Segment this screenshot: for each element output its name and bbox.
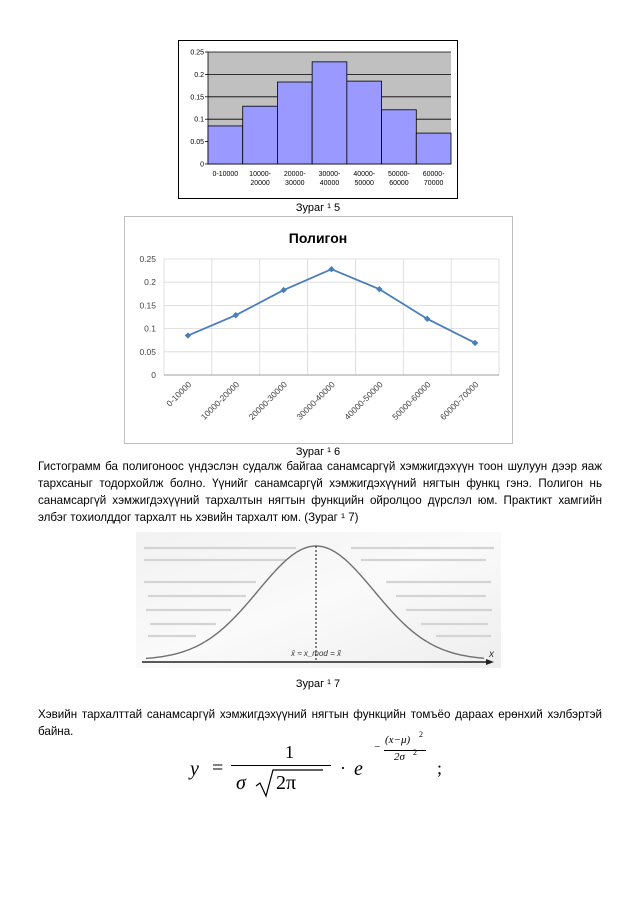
histogram-bar xyxy=(243,106,278,164)
formula-exp-denominator: 2σ xyxy=(394,751,405,763)
x-axis-label: x xyxy=(489,649,494,660)
histogram-ytick-label: 0.2 xyxy=(194,71,204,79)
histogram-bar xyxy=(312,62,347,164)
polygon-ytick-label: 0 xyxy=(151,370,156,380)
polygon-xtick-label: 0-10000 xyxy=(164,379,194,409)
polygon-figure xyxy=(124,216,513,444)
figure-7-caption: Зураг ¹ 7 xyxy=(295,678,341,690)
histogram-xtick-line: 30000- xyxy=(318,171,341,178)
formula-numerator: 1 xyxy=(285,742,294,762)
polygon-ytick-label: 0.25 xyxy=(139,254,156,264)
histogram-xtick-line: 40000- xyxy=(353,171,376,178)
histogram-bar xyxy=(277,82,312,164)
histogram-xtick-line: 30000 xyxy=(285,180,305,187)
paragraph-histogram-polygon: Гистограмм ба полигоноос үндэслэн судалж байгаа санамсаргүй хэмжигдэхүүн тоон шулуун дээр яаж тархсаныг тодорхойлж болно. Үүнийг санамсаргүй хэмжигдэхүүний нягтын функц гэнэ. Полигон нь санамсаргүй хэмжигдэхүүний тархалтын нягтын функцийн ойролцоо дүрслэл юм. Практикт хамгийн элбэг тохиолддог тархалт нь хэвийн тархалт юм. (Зураг ¹ 7) xyxy=(38,460,602,524)
histogram-ytick-label: 0.25 xyxy=(190,49,204,57)
formula-exp-num-power: 2 xyxy=(419,730,423,739)
formula-exp-minus: − xyxy=(374,741,381,753)
histogram-ytick-label: 0.1 xyxy=(194,116,204,124)
histogram-xtick-line: 60000- xyxy=(422,171,445,178)
histogram-bar xyxy=(208,126,243,164)
polygon-title: Полигон xyxy=(288,230,348,246)
paragraph-normal-density: Хэвийн тархалттай санамсаргүй хэмжигдэхүүний нягтын функцийн томъёо дараах ерөнхий хэлбэртэй байна. xyxy=(38,708,602,738)
formula-base-e: e xyxy=(354,758,363,780)
polygon-ytick-label: 0.2 xyxy=(144,277,156,288)
histogram-xtick-line: 50000- xyxy=(388,171,410,178)
figure-5-caption: Зураг ¹ 5 xyxy=(295,202,341,214)
polygon-xtick-label: 50000-60000 xyxy=(390,379,433,422)
formula-lhs: y xyxy=(190,758,199,780)
histogram-xtick-line: 10000- xyxy=(249,171,271,178)
polygon-xtick-label: 30000-40000 xyxy=(294,379,337,422)
histogram-ytick-label: 0 xyxy=(200,161,204,169)
formula-sigma: σ xyxy=(236,772,246,794)
polygon-ytick-label: 0.1 xyxy=(144,323,156,334)
mode-label: x̄ ≈ x_mod = x̃ xyxy=(291,649,341,658)
polygon-xtick-label: 10000-20000 xyxy=(198,379,242,422)
histogram-xtick-line: 70000 xyxy=(423,180,444,187)
formula-exp-numerator: (x−μ) xyxy=(385,734,411,746)
figure-6-caption: Зураг ¹ 6 xyxy=(295,446,341,458)
histogram-bar xyxy=(347,81,382,164)
histogram-xtick-line: 60000 xyxy=(389,180,409,187)
histogram-xtick-line: 50000 xyxy=(354,180,374,187)
formula-exp-den-power: 2 xyxy=(413,748,417,757)
histogram-xtick-line: 20000- xyxy=(283,171,306,178)
histogram-bar xyxy=(416,133,451,164)
histogram-ytick-label: 0.05 xyxy=(190,139,204,147)
histogram-xtick-line: 0-10000 xyxy=(212,171,239,178)
polygon-xtick-label: 20000-30000 xyxy=(246,379,290,422)
histogram-xtick-label xyxy=(213,171,239,178)
scan-background xyxy=(136,532,501,668)
histogram-figure xyxy=(178,40,458,199)
formula-sqrt-arg: 2π xyxy=(276,772,297,794)
normal-curve-figure xyxy=(136,532,501,668)
polygon-xtick-label: 40000-50000 xyxy=(342,379,385,422)
formula-exp-fraction-bar xyxy=(384,750,426,751)
polygon-ytick-label: 0.15 xyxy=(139,300,156,311)
formula-fraction-bar xyxy=(231,765,331,766)
histogram-bar xyxy=(382,110,417,164)
histogram-ytick-label: 0.15 xyxy=(190,94,204,102)
histogram-xtick-line: 40000 xyxy=(319,180,340,187)
formula-end: ; xyxy=(437,758,443,778)
polygon-ytick-label: 0.05 xyxy=(139,346,156,357)
formula-eq: = xyxy=(212,757,224,779)
histogram-xtick-line: 20000 xyxy=(250,180,270,187)
polygon-xtick-label: 60000-70000 xyxy=(437,379,481,422)
formula-dot: · xyxy=(340,758,346,778)
